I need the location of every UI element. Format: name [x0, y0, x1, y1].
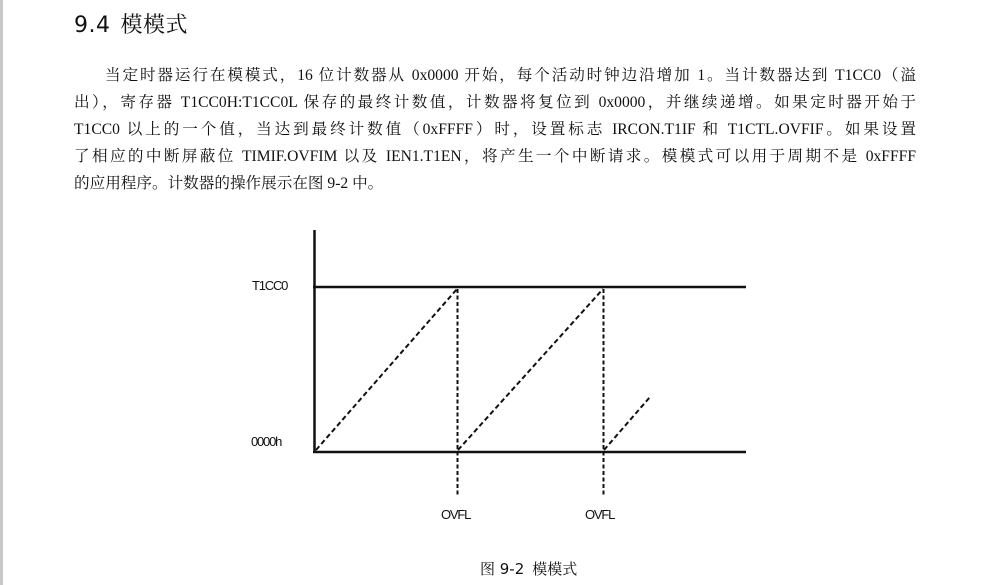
- section-title-text: 模模式: [120, 13, 189, 38]
- x-label-ovfl-2: OVFL: [585, 507, 615, 522]
- paragraph-line-2: 出），寄存器 T1CC0H:T1CC0L 保存的最终计数值，计数器将复位到 0x0000，并继续递增。如果定时器开始于: [74, 94, 916, 111]
- counter-ramp-1: [316, 289, 457, 450]
- counter-ramp-3: [604, 397, 650, 450]
- paragraph-line-1: 当定时器运行在模模式，16 位计数器从 0x0000 开始，每个活动时钟边沿增加 1。当计数器达到 T1CC0（溢: [105, 67, 916, 84]
- y-label-t1cc0: T1CC0: [252, 278, 288, 293]
- counter-ramp-2: [458, 289, 603, 450]
- figure-caption-number: 图 9-2: [480, 560, 525, 578]
- paragraph-line-3: T1CC0 以上的一个值，当达到最终计数值（0xFFFF）时，设置标志 IRCON.T1IF 和 T1CTL.OVFIF。如果设置: [74, 121, 916, 138]
- y-label-0000h: 0000h: [251, 434, 282, 449]
- figure-caption: [480, 558, 577, 579]
- section-heading: [74, 8, 188, 39]
- figure-caption-title: 模模式: [532, 560, 578, 578]
- left-margin-strip: [0, 0, 3, 585]
- paragraph-line-4: 了相应的中断屏蔽位 TIMIF.OVFIM 以及 IEN1.T1EN，将产生一个中断请求。模模式可以用于周期不是 0xFFFF: [74, 148, 916, 165]
- section-number: 9.4: [74, 13, 111, 38]
- x-label-ovfl-1: OVFL: [441, 507, 471, 522]
- body-paragraph: [74, 62, 916, 197]
- paragraph-line-5: 的应用程序。计数器的操作展示在图 9-2 中。: [74, 175, 384, 192]
